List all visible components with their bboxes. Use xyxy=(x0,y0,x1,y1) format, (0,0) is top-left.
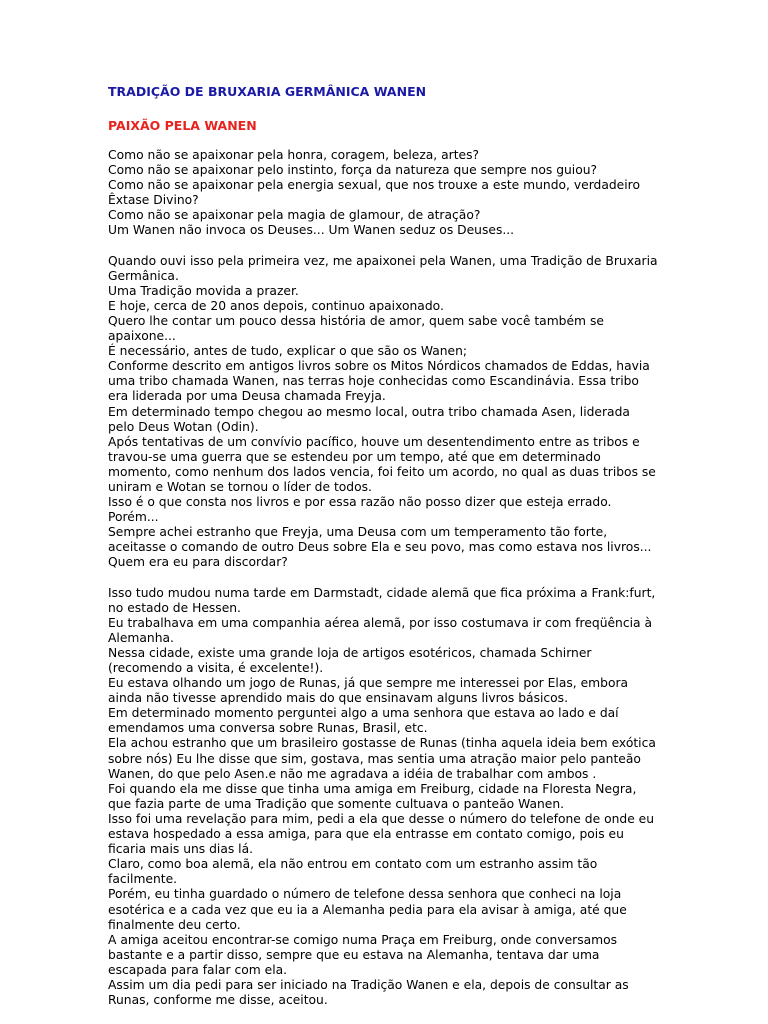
text-line: Conforme descrito em antigos livros sobre os Mitos Nórdicos chamados de Eddas, havia uma tribo chamada Wanen, nas terras hoje conhecidas como Escandinávia. Essa tribo era liderada por uma Deusa chamada Freyja. xyxy=(108,359,650,404)
text-line: Claro, como boa alemã, ela não entrou em contato com um estranho assim tão facilmente. xyxy=(108,857,598,887)
paragraph-story xyxy=(108,586,660,1009)
text-line: Uma Tradição movida a prazer. xyxy=(108,283,299,298)
text-line: Como não se apaixonar pela energia sexual, que nos trouxe a este mundo, verdadeiro Êxtase Divino? xyxy=(108,178,640,208)
paragraph-intro xyxy=(108,148,660,239)
text-line: E hoje, cerca de 20 anos depois, continuo apaixonado. xyxy=(108,298,444,313)
text-line: Um Wanen não invoca os Deuses... Um Wanen seduz os Deuses... xyxy=(108,223,515,238)
paragraph-history xyxy=(108,254,660,571)
text-line: Como não se apaixonar pela honra, coragem, beleza, artes? xyxy=(108,148,480,162)
text-line: Quando ouvi isso pela primeira vez, me apaixonei pela Wanen, uma Tradição de Bruxaria Germânica. xyxy=(108,253,658,283)
text-line: É necessário, antes de tudo, explicar o que são os Wanen; xyxy=(108,344,468,359)
paragraph-gap xyxy=(108,571,660,586)
paragraph-gap xyxy=(108,239,660,254)
document-page xyxy=(108,84,660,1008)
text-line: Nessa cidade, existe uma grande loja de artigos esotéricos, chamada Schirner (recomendo a visita, é excelente!). xyxy=(108,645,592,675)
text-line: Isso tudo mudou numa tarde em Darmstadt, cidade alemã que fica próxima a Frank:furt, no estado de Hessen. xyxy=(108,585,656,615)
text-line: Sempre achei estranho que Freyja, uma Deusa com um temperamento tão forte, aceitasse o comando de outro Deus sobre Ela e seu povo, mas como estava nos livros... Quem era eu para discordar? xyxy=(108,525,652,570)
text-line: Como não se apaixonar pelo instinto, força da natureza que sempre nos guiou? xyxy=(108,163,598,178)
text-line: Eu estava olhando um jogo de Runas, já que sempre me interessei por Elas, embora ainda não tivesse aprendido mais do que ensinavam alguns livros básicos. xyxy=(108,676,629,706)
text-line: Ela achou estranho que um brasileiro gostasse de Runas (tinha aquela ideia bem exótica sobre nós) Eu lhe disse que sim, gostava, mas sentia uma atração maior pelo panteão Wanen, do que pelo Asen.e não me agradava a idéia de trabalhar com ambos . xyxy=(108,736,656,781)
text-line: Porém, eu tinha guardado o número de telefone dessa senhora que conheci na loja esotérica e a cada vez que eu ia a Alemanha pedia para ela avisar à amiga, até que finalmente deu certo. xyxy=(108,887,627,932)
text-line: Eu trabalhava em uma companhia aérea alemã, por isso costumava ir com freqüência à Alemanha. xyxy=(108,615,653,645)
text-line: Como não se apaixonar pela magia de glamour, de atração? xyxy=(108,208,481,223)
text-line: Assim um dia pedi para ser iniciado na Tradição Wanen e ela, depois de consultar as Runas, conforme me disse, aceitou. xyxy=(108,977,629,1008)
text-line: Porém... xyxy=(108,510,159,525)
text-line: Em determinado tempo chegou ao mesmo local, outra tribo chamada Asen, liderada pelo Deus Wotan (Odin). xyxy=(108,404,630,434)
text-line: Quero lhe contar um pouco dessa história de amor, quem sabe você também se apaixone... xyxy=(108,313,604,344)
document-subtitle: PAIXÃO PELA WANEN xyxy=(108,118,257,133)
text-line: Após tentativas de um convívio pacífico, houve um desentendimento entre as tribos e travou-se uma guerra que se estendeu por um tempo, até que em determinado momento, como nenhum dos lados vencia, foi feito um acordo, no qual as duas tribos se uniram e Wotan se tornou o líder de todos. xyxy=(108,434,656,494)
text-line: Em determinado momento perguntei algo a uma senhora que estava ao lado e daí emendamos uma conversa sobre Runas, Brasil, etc. xyxy=(108,706,619,736)
text-line: Isso foi uma revelação para mim, pedi a ela que desse o número do telefone de onde eu estava hospedado a essa amiga, para que ela entrasse em contato comigo, pois eu ficaria mais uns dias lá. xyxy=(108,811,655,857)
text-line: Foi quando ela me disse que tinha uma amiga em Freiburg, cidade na Floresta Negra, que fazia parte de uma Tradição que somente cultuava o panteão Wanen. xyxy=(108,781,637,811)
text-line: Isso é o que consta nos livros e por essa razão não posso dizer que esteja errado. xyxy=(108,495,612,510)
text-line: A amiga aceitou encontrar-se comigo numa Praça em Freiburg, onde conversamos bastante e a partir disso, sempre que eu estava na Alemanha, tentava dar uma escapada para falar com ela. xyxy=(108,932,618,977)
document-title: TRADIÇÃO DE BRUXARIA GERMÂNICA WANEN xyxy=(108,84,427,99)
